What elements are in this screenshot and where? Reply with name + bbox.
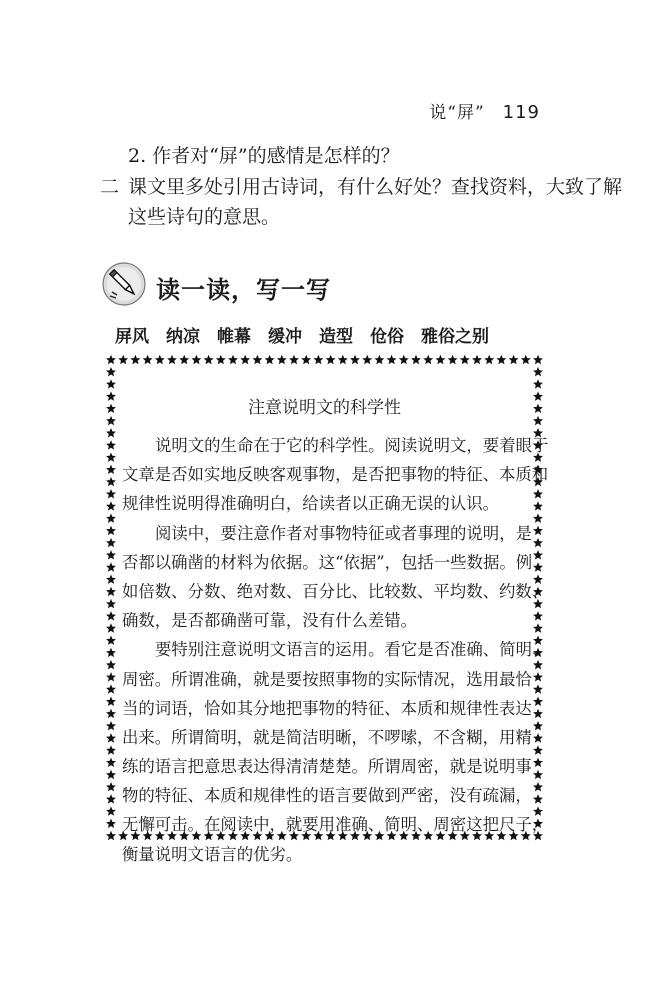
text-line: 确数，是否都确凿可靠，没有什么差错。 <box>122 611 418 631</box>
border-star-icon <box>448 355 458 364</box>
border-star-icon <box>167 355 177 364</box>
border-star-icon <box>155 355 165 364</box>
border-star-icon <box>460 355 470 364</box>
section-title: 读一读，写一写 <box>156 276 331 304</box>
border-star-icon <box>106 440 116 449</box>
border-star-icon <box>106 367 116 376</box>
border-star-icon <box>106 611 116 620</box>
border-star-icon <box>106 721 116 730</box>
vocab-word: 伧俗 <box>370 327 404 347</box>
border-star-icon <box>484 355 494 364</box>
border-star-icon <box>533 355 543 364</box>
text-line: 出来。所谓简明，就是简洁明晰，不啰嗦，不含糊，用精 <box>122 727 532 747</box>
border-star-icon <box>106 636 116 645</box>
question-2: 2. 作者对“屏”的感情是怎样的？ <box>128 145 400 167</box>
border-star-icon <box>106 355 116 364</box>
page-number: 119 <box>502 102 540 123</box>
vocab-word: 帷幕 <box>217 327 251 347</box>
border-star-icon <box>509 355 519 364</box>
border-star-icon <box>301 355 311 364</box>
vocabulary-list <box>115 322 489 347</box>
vocab-word: 造型 <box>319 327 353 347</box>
border-star-icon <box>106 465 116 474</box>
border-star-icon <box>143 355 153 364</box>
border-star-icon <box>106 428 116 437</box>
border-star-icon <box>326 355 336 364</box>
border-star-icon <box>106 648 116 657</box>
border-star-icon <box>106 513 116 522</box>
border-star-icon <box>106 770 116 779</box>
text-line: 规律性说明得准确明白，给读者以正确无误的认识。 <box>122 494 499 514</box>
border-star-icon <box>252 355 262 364</box>
exercise-text: 课文里多处引用古诗词，有什么好处？查找资料，大致了解 <box>128 176 623 198</box>
border-star-icon <box>277 355 287 364</box>
border-star-icon <box>106 501 116 510</box>
border-star-icon <box>106 684 116 693</box>
border-star-icon <box>374 355 384 364</box>
border-star-icon <box>106 758 116 767</box>
border-star-icon <box>106 733 116 742</box>
text-line: 练的语言把意思表达得清清楚楚。所谓周密，就是说明事 <box>122 757 532 777</box>
border-star-icon <box>533 379 543 388</box>
text-line: 要特别注意说明文语言的运用。看它是否准确、简明、 <box>155 640 549 660</box>
box-body <box>122 431 548 869</box>
text-line: 周密。所谓准确，就是要按照事物的实际情况，选用最恰 <box>122 669 532 689</box>
text-line: 说明文的生命在于它的科学性。阅读说明文，要着眼于 <box>155 436 549 455</box>
border-star-icon <box>338 355 348 364</box>
border-star-icon <box>106 379 116 388</box>
border-star-icon <box>179 355 189 364</box>
border-star-icon <box>106 599 116 608</box>
border-star-icon <box>106 794 116 803</box>
border-star-icon <box>106 709 116 718</box>
border-star-icon <box>265 355 275 364</box>
border-star-icon <box>106 806 116 815</box>
chapter-title: 说“屏” <box>429 103 485 123</box>
text-line: 阅读中，要注意作者对事物特征或者事理的说明，是 <box>155 523 532 543</box>
vocab-word: 缓冲 <box>268 327 302 347</box>
border-star-icon <box>106 550 116 559</box>
border-star-icon <box>106 697 116 706</box>
text-line: 无懈可击。在阅读中，就要用准确、简明、周密这把尺子， <box>122 815 549 835</box>
exercise-2-line-2: 这些诗句的意思。 <box>128 206 281 228</box>
text-line: 如倍数、分数、绝对数、百分比、比较数、平均数、约数、 <box>122 581 549 601</box>
vocab-word: 屏风 <box>115 327 149 347</box>
border-star-icon <box>240 355 250 364</box>
border-star-icon <box>533 367 543 376</box>
border-star-icon <box>106 819 116 828</box>
border-star-icon <box>106 574 116 583</box>
border-star-icon <box>313 355 323 364</box>
border-star-icon <box>435 355 445 364</box>
border-star-icon <box>106 538 116 547</box>
border-star-icon <box>106 562 116 571</box>
running-header <box>429 98 540 123</box>
border-star-icon <box>106 477 116 486</box>
border-star-icon <box>204 355 214 364</box>
border-star-icon <box>228 355 238 364</box>
border-star-icon <box>472 355 482 364</box>
border-star-icon <box>387 355 397 364</box>
border-star-icon <box>118 355 128 364</box>
text-line: 衡量说明文语言的优劣。 <box>122 844 303 864</box>
border-star-icon <box>106 831 116 840</box>
border-star-icon <box>399 355 409 364</box>
border-star-icon <box>289 355 299 364</box>
border-star-icon <box>106 660 116 669</box>
exercise-number: 二 <box>100 176 120 198</box>
text-line: 文章是否如实地反映客观事物，是否把事物的特征、本质和 <box>122 465 549 485</box>
border-star-icon <box>106 489 116 498</box>
border-star-icon <box>521 355 531 364</box>
border-star-icon <box>496 355 506 364</box>
border-star-icon <box>106 782 116 791</box>
pencil-icon <box>102 262 146 306</box>
border-star-icon <box>106 745 116 754</box>
text-line: 物的特征、本质和规律性的语言要做到严密，没有疏漏， <box>122 786 532 806</box>
border-star-icon <box>423 355 433 364</box>
border-star-icon <box>106 526 116 535</box>
border-star-icon <box>411 355 421 364</box>
vocab-word: 纳凉 <box>166 327 200 347</box>
border-star-icon <box>350 355 360 364</box>
exercise-2-line-1 <box>100 178 622 197</box>
border-star-icon <box>191 355 201 364</box>
border-star-icon <box>362 355 372 364</box>
border-star-icon <box>106 672 116 681</box>
vocab-word: 雅俗之别 <box>421 327 489 347</box>
border-star-icon <box>106 452 116 461</box>
box-title: 注意说明文的科学性 <box>248 398 401 418</box>
border-star-icon <box>130 355 140 364</box>
text-line: 当的词语，恰如其分地把事物的特征、本质和规律性表达 <box>122 698 532 718</box>
border-star-icon <box>216 355 226 364</box>
text-line: 否都以确凿的材料为依据。这“依据”，包括一些数据。例 <box>122 552 533 572</box>
border-star-icon <box>106 587 116 596</box>
border-star-icon <box>106 623 116 632</box>
